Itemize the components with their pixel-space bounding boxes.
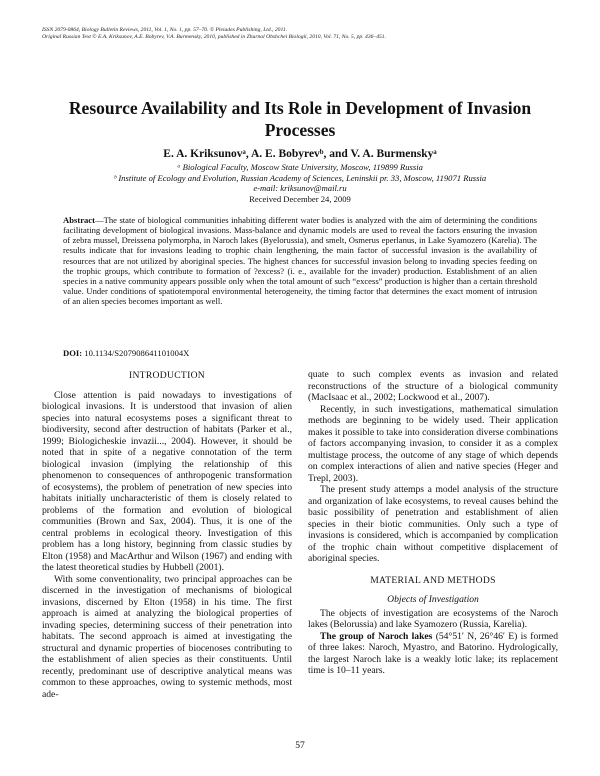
left-column — [42, 370, 292, 700]
received-date: Received December 24, 2009 — [249, 193, 351, 204]
doi-value: 10.1134/S207908641101004X — [84, 348, 190, 358]
methods-paragraph-1: The objects of investigation are ecosystems of the Naroch lakes (Belorussia) and lake Syamozero (Russia, Karelia). — [308, 607, 558, 630]
intro-paragraph-3: quate to such complex events as invasion and related reconstructions of the structure of a biological community (MacIsaac et al., 2002; Lockwood et al., 2007). — [308, 369, 558, 403]
naroch-lakes-text: (54°51′ N, 26°46′ E) is formed of three lakes: Naroch, Myastro, and Batorino. Hydrologically, the largest Naroch lake is a weakly lotic lake; its replacement time is 10–11 years. — [308, 630, 558, 676]
authors: E. A. Kriksunovᵃ, A. E. Bobyrevᵇ, and V. A. Burmenskyᵃ — [163, 148, 437, 160]
abstract-text: —The state of biological communities inhabiting different water bodies is analyzed with the aim of determining the conditions facilitating development of biological invasions. Mass-balance and dynamic models are used to reveal the factors ensuring the invasion of zebra mussel, Dreissena polymorpha, in Naroch lakes (Byelorussia), and smelt, Osmerus eperlanus, in Lake Syamozero (Karelia). The results indicate that for invasions leading to trophic chain lengthening, the main factor of successful invasion is the availability of resources that are not utilized by aboriginal species. The highest chances for successful invasion belong to invading species feeding on the trophic groups, which contribute to formation of ?excess? (i. e., available for the invader) production. Establishment of an alien species in a native community appears possible only when the total amount of such “excess” production is higher than a certain threshold value. Under conditions of spatiotemporal environmental heterogeneity, the timing factor that determines the exact moment of intrusion of an alien species becomes important as well. — [63, 215, 537, 307]
intro-paragraph-1: Close attention is paid nowadays to investigations of biological invasions. It is understood that invasion of alien species into natural ecosystems poses a significant threat to biodiversity, second after destruction of habitats (Parker et al., 1999; Biologicheskie invazii..., 2004). However, it should be noted that in spite of a negative connotation of the term biological invasion (implying the relationship of this phenomenon to consequences of anthropogenic transformation of ecosystems), the problem of penetration of new species into habitats initially uncharacteristic of them is closely related to problems of the formation and evolution of biological communities (Brown and Sax, 2004). Thus, it is one of the central problems in ecological theory. Investigation of this problem has a long history, beginning from classic studies by Elton (1958) and MacArthur and Wilson (1967) and ending with the latest theoretical studies by Hubbell (2001). — [42, 389, 292, 573]
intro-paragraph-2: With some conventionality, two principal approaches can be discerned in the investigation of mechanisms of biological invasions, discerned by Elton (1958) in his time. The first approach is aimed at analyzing the biological properties of invading species, determining success of their penetration into habitats. The second approach is aimed at investigating the structural and dynamic properties of biocenoses contributing to the establishment of alien species as their constituents. Until recently, predominant use of descriptive analytical means was common to these approaches, owing to systemic methods, most ade- — [42, 573, 292, 700]
methods-paragraph-2 — [308, 631, 558, 677]
intro-paragraph-5: The present study attemps a model analysis of the structure and organization of lake ecosystems, to reveal causes behind the basic possibility of penetration and establishment of alien species in their biotic communities. Only such a type of invasions is considered, which is accompanied by complication of the trophic chain without competitive displacement of aboriginal species. — [308, 484, 558, 564]
introduction-heading: INTRODUCTION — [128, 370, 206, 381]
page-number: 57 — [295, 740, 305, 751]
methods-heading: MATERIAL AND METHODS — [370, 574, 496, 586]
contact-email: e-mail: kriksunov@mail.ru — [253, 183, 347, 193]
journal-header-line-2: Original Russian Text © E.A. Kriksunov, A.E. Bobyrev, V.A. Burmensky, 2010, published in Zhurnal Obshchei Biologii, 2010, Vol. 71, No. 5, pp. 436–451. — [42, 34, 386, 40]
doi-label: DOI: — [63, 348, 83, 358]
journal-header-line-1: ISSN 2079-0864, Biology Bulletin Reviews, 2011, Vol. 1, No. 1, pp. 57–70. © Pleiades Publishing, Ltd., 2011. — [42, 27, 288, 33]
right-column — [308, 369, 558, 677]
paper-title: Resource Availability and Its Role in Development of Invasion Processes — [68, 98, 532, 140]
objects-subheading: Objects of Investigation — [387, 594, 479, 605]
journal-header — [42, 27, 562, 41]
doi — [63, 348, 189, 358]
abstract — [63, 215, 537, 306]
abstract-label: Abstract — [63, 215, 95, 225]
naroch-lakes-term: The group of Naroch lakes — [320, 630, 433, 642]
affiliations — [40, 162, 560, 204]
affiliation-b: ᵇ Institute of Ecology and Evolution, Russian Academy of Sciences, Leninskii pr. 33, Moscow, 119071 Russia — [113, 172, 487, 183]
intro-paragraph-4: Recently, in such investigations, mathematical simulation methods are beginning to be widely used. Their application makes it possible to take into consideration diverse combinations of factors accompanying invasion, to consider it as a complex multistage process, the outcome of any stage of which depends on complex interactions of alien and native species (Heger and Trepl, 2003). — [308, 403, 558, 484]
affiliation-a: ᵃ Biological Faculty, Moscow State University, Moscow, 119899 Russia — [177, 162, 423, 172]
